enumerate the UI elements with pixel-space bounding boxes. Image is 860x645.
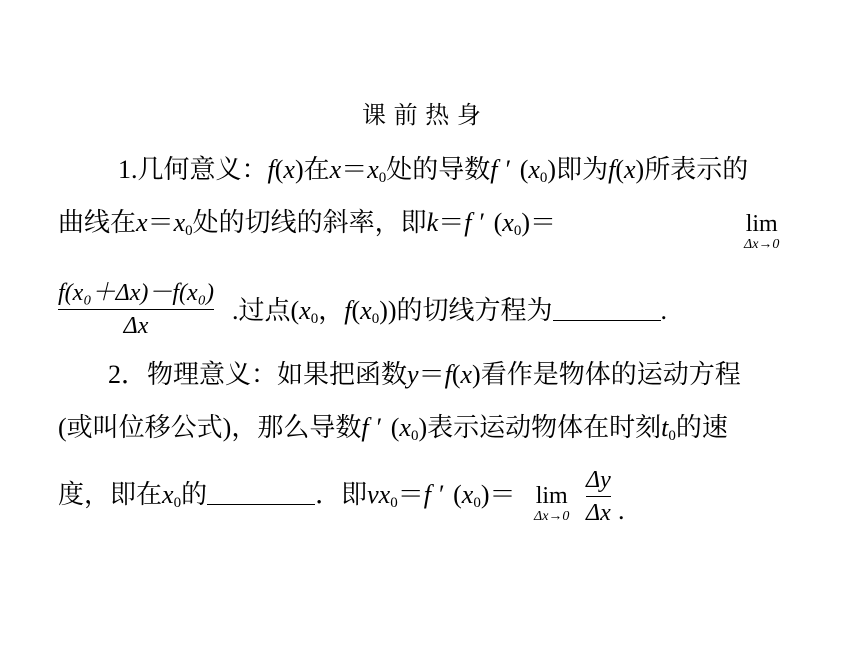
difference-quotient-fraction: $\frac{\text{f(x₀＋Δx)－f(x₀)}}{\Delta x}$ [58, 280, 215, 339]
item1-line2: 曲线在$x=x_0$处的切线的斜率，即k＝f ′ $(x_0)=$ [58, 208, 557, 239]
final-period: . [618, 496, 625, 525]
section-title: 课 前 热 身 [362, 101, 481, 129]
limit-operator-2: lim Δx→0 [534, 483, 570, 524]
item1-line3: .过点($x_0$，$f(x_0)$)的切线方程为 . [232, 296, 668, 327]
item2-line1: 2．物理意义：如果把函数y＝f(x)看作是物体的运动方程 [108, 360, 741, 389]
limit-operator-1: lim Δx→0 [744, 211, 780, 252]
answer-blank-tangent-equation[interactable] [553, 298, 661, 321]
item1-line1: 1.几何意义：f(x)在$x=x_0$处的导数f ′ $(x_0)$即为f(x)所表示的 [118, 155, 749, 186]
velocity-fraction: $\frac{\Delta y}{\Delta x}$ [586, 467, 611, 526]
item2-line2: (或叫位移公式)，那么导数f ′ $(x_0)$表示运动物体在时刻$t_0$的速 [58, 413, 728, 444]
answer-blank-velocity[interactable] [207, 482, 315, 505]
item2-line3: 度，即在$x_0$的 ．即$vx_0=f$ ′ $(x_0)=$ [58, 480, 516, 511]
